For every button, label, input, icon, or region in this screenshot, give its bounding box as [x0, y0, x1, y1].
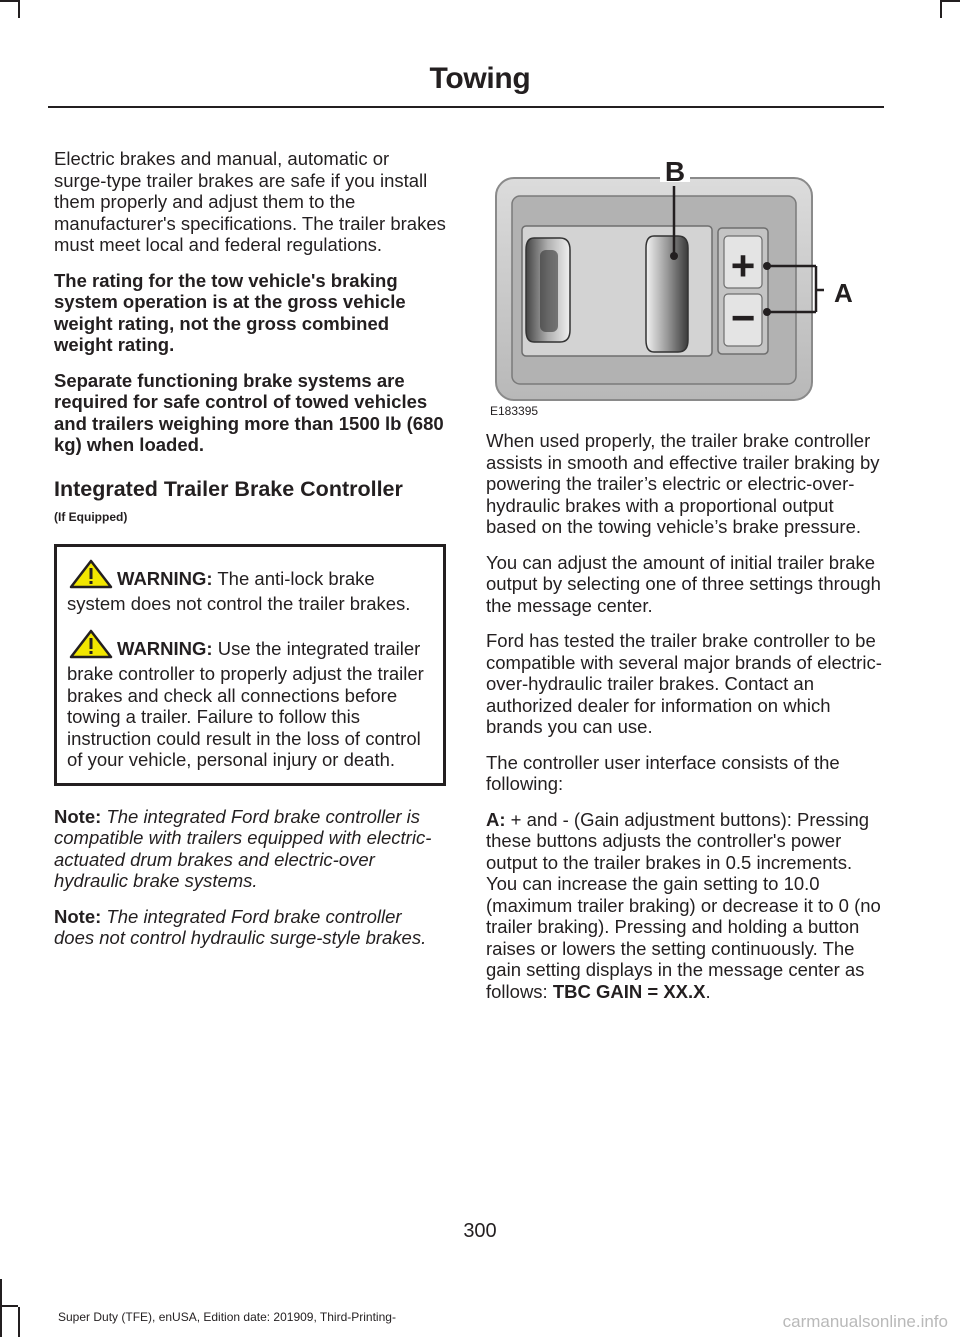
warning-text: Use the integrated trailer brake controller to properly adjust the trailer brakes and check all connections before towing a trailer. Failure to follow this instruction could result in the loss of control of your vehicle, personal injury or death.: [67, 637, 424, 770]
note-1: [54, 806, 446, 892]
page-title: Towing: [429, 62, 531, 95]
note-text: The integrated Ford brake controller is compatible with trailers equipped with electric-actuated drum brakes and electric-over hydraulic brake systems.: [54, 805, 432, 891]
label-b: B: [664, 156, 686, 187]
watermark: carmanualsonline.info: [782, 1312, 948, 1331]
right-paragraph-4: The controller user interface consists of the following:: [486, 751, 840, 794]
figure-code: E183395: [490, 404, 539, 418]
warning-triangle-icon: [69, 629, 113, 664]
braking-rating-paragraph: The rating for the tow vehicle's braking system operation is at the gross vehicle weight rating, not the gross combined weight rating.: [54, 269, 406, 355]
note-text: The integrated Ford brake controller does not control hydraulic surge-style brakes.: [54, 905, 427, 948]
item-label-a: A:: [486, 808, 506, 830]
label-a: A: [834, 278, 853, 308]
right-paragraph-3: Ford has tested the trailer brake controller to be compatible with several major brands of electric-over-hydraulic trailer brakes. Contact an authorized dealer for information on which brands you can use.: [486, 630, 882, 737]
right-column: [486, 430, 882, 1016]
warning-label: WARNING:: [117, 637, 213, 659]
message-center-code: TBC GAIN = XX.X: [552, 980, 706, 1002]
crop-mark: [18, 0, 20, 18]
warning-1: [67, 559, 435, 615]
note-label: Note:: [54, 905, 102, 927]
warning-text: The anti-lock brake system does not control the trailer brakes.: [67, 567, 411, 614]
crop-mark: [0, 1305, 18, 1307]
crop-mark: [0, 1279, 2, 1337]
plus-button-glyph: +: [730, 242, 756, 289]
section-subtitle: (If Equipped): [54, 509, 128, 524]
left-column: [54, 148, 446, 963]
page-number: 300: [463, 1220, 497, 1242]
note-2: [54, 906, 446, 949]
right-paragraph-2: You can adjust the amount of initial trailer brake output by selecting one of three settings through the message center.: [486, 551, 881, 616]
intro-paragraph: Electric brakes and manual, automatic or surge-type trailer brakes are safe if you install them properly and adjust them to the manufacturer's specifications. The trailer brakes must meet local and federal regulations.: [54, 148, 446, 255]
gain-buttons-paragraph: [486, 809, 882, 1003]
brake-controller-figure: [486, 150, 853, 422]
crop-mark: [942, 0, 960, 2]
crop-mark: [18, 1307, 20, 1337]
minus-button-glyph: −: [730, 294, 756, 341]
warning-2: [67, 629, 435, 771]
warning-label: WARNING:: [117, 567, 213, 589]
warning-box: [54, 544, 446, 786]
separate-brakes-paragraph: Separate functioning brake systems are required for safe control of towed vehicles and trailers weighing more than 1500 lb (680 kg) when loaded.: [54, 369, 444, 455]
right-paragraph-1: When used properly, the trailer brake controller assists in smooth and effective trailer braking by powering the trailer’s electric or electric-over-hydraulic brakes with a proportional output based on the towing vehicle’s brake pressure.: [486, 430, 880, 537]
crop-mark: [940, 0, 942, 18]
gain-buttons-text: + and - (Gain adjustment buttons): Pressing these buttons adjusts the controller's power output to the trailer brakes in 0.5 increments. You can increase the gain setting to 10.0 (maximum trailer braking) or decrease it to 0 (no trailer braking). Pressing and holding a button raises or lowers the setting continuously. The gain setting displays in the message center as follows:: [486, 808, 881, 1002]
warning-triangle-icon: [69, 559, 113, 594]
sentence-end: .: [705, 980, 711, 1002]
section-title: Integrated Trailer Brake Controller: [54, 476, 403, 501]
crop-mark: [0, 0, 18, 2]
header-rule: [48, 106, 884, 108]
footer-edition: Super Duty (TFE), enUSA, Edition date: 201909, Third-Printing-: [58, 1310, 396, 1324]
brake-controller-illustration: [486, 150, 826, 422]
note-label: Note:: [54, 805, 102, 827]
